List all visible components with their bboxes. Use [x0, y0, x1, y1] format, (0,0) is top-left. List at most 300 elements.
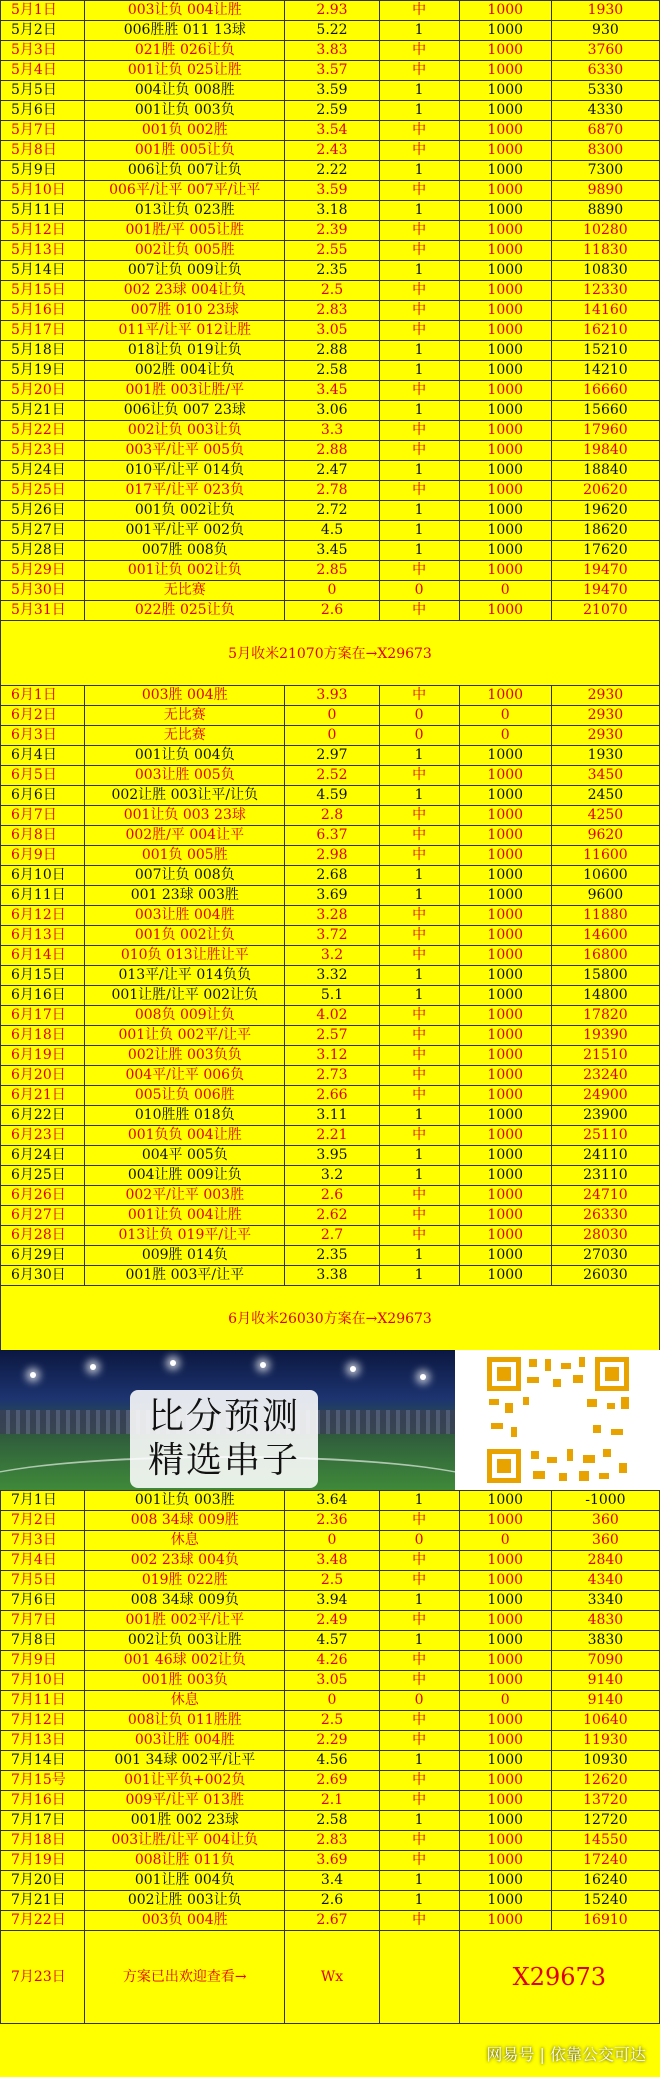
cell-stake: 1000: [459, 381, 551, 401]
cell-balance: 19470: [551, 581, 659, 601]
cell-stake: 1000: [459, 541, 551, 561]
cell-balance: 16910: [551, 1911, 659, 1931]
cell-stake: 1000: [459, 686, 551, 706]
cell-date: 6月25日: [1, 1166, 85, 1186]
cell-match: 001让负 004负: [85, 746, 285, 766]
cell-balance: 21510: [551, 1046, 659, 1066]
cell-date: 7月10日: [1, 1671, 85, 1691]
cell-result: 1: [379, 866, 459, 886]
cell-balance: 14600: [551, 926, 659, 946]
cell-balance: 23900: [551, 1106, 659, 1126]
cell-stake: 1000: [459, 61, 551, 81]
cell-balance: 15800: [551, 966, 659, 986]
cell-balance: 28030: [551, 1226, 659, 1246]
cell-match: 017平/让平 023负: [85, 481, 285, 501]
cell-stake: 1000: [459, 1911, 551, 1931]
cell-balance: 12330: [551, 281, 659, 301]
cell-odds: 2.88: [285, 441, 379, 461]
cell-odds: 2.39: [285, 221, 379, 241]
cell-odds: 2.43: [285, 141, 379, 161]
cell-stake: 1000: [459, 1, 551, 21]
cell-stake: 1000: [459, 1106, 551, 1126]
cell-stake: 1000: [459, 1046, 551, 1066]
cell-date: 6月27日: [1, 1206, 85, 1226]
cell-match: 003平/让平 005负: [85, 441, 285, 461]
cell-odds: 2.85: [285, 561, 379, 581]
cell-stake: 1000: [459, 301, 551, 321]
cell-balance: 5330: [551, 81, 659, 101]
cell-balance: 7300: [551, 161, 659, 181]
cell-date: 7月16日: [1, 1791, 85, 1811]
table-row: [1, 746, 660, 766]
cell-result: 中: [379, 686, 459, 706]
cell-result: 中: [379, 1671, 459, 1691]
cell-stake: 1000: [459, 1186, 551, 1206]
cell-balance: 21070: [551, 601, 659, 621]
cell-result: 中: [379, 1851, 459, 1871]
cell-match: 008负 009让负: [85, 1006, 285, 1026]
cell-balance: 17620: [551, 541, 659, 561]
table-row: [1, 301, 660, 321]
cell-odds: 2.7: [285, 1226, 379, 1246]
cell-result: 中: [379, 1771, 459, 1791]
cell-date: 5月7日: [1, 121, 85, 141]
cell-result: 1: [379, 401, 459, 421]
cell-date: 7月9日: [1, 1651, 85, 1671]
cell-result: 1: [379, 341, 459, 361]
cell-match: 001让负 002平/让平: [85, 1026, 285, 1046]
cell-result: 中: [379, 1731, 459, 1751]
cell-match: 001负 005胜: [85, 846, 285, 866]
cell-match: 007让负 008负: [85, 866, 285, 886]
cell-stake: 1000: [459, 1811, 551, 1831]
cell-balance: 19390: [551, 1026, 659, 1046]
table-row: [1, 1551, 660, 1571]
cell-odds: 2.35: [285, 261, 379, 281]
cell-result: 中: [379, 241, 459, 261]
cell-odds: 3.45: [285, 381, 379, 401]
cell-match: 001胜 002 23球: [85, 1811, 285, 1831]
table-row: [1, 1246, 660, 1266]
cell-result: 中: [379, 561, 459, 581]
cell-balance: 23110: [551, 1166, 659, 1186]
cell-match: 001让负 003胜: [85, 1491, 285, 1511]
cell-date: 5月13日: [1, 241, 85, 261]
cell-odds: 0: [285, 581, 379, 601]
cell-result: 中: [379, 301, 459, 321]
cell-match: 001负负 004让胜: [85, 1126, 285, 1146]
cell-balance: -1000: [551, 1491, 659, 1511]
cell-result: 中: [379, 281, 459, 301]
table-row: [1, 1631, 660, 1651]
cell-match: 009平/让平 013胜: [85, 1791, 285, 1811]
cell-match: 004让负 008胜: [85, 81, 285, 101]
table-row: [1, 1731, 660, 1751]
cell-match: 013平/让平 014负负: [85, 966, 285, 986]
cell-odds: 0: [285, 706, 379, 726]
cell-match: 001胜 003平/让平: [85, 1266, 285, 1286]
cell-odds: 4.02: [285, 1006, 379, 1026]
cell-result: 中: [379, 1511, 459, 1531]
table-row: [1, 826, 660, 846]
cell-stake: 1000: [459, 1831, 551, 1851]
cell-balance: 12720: [551, 1811, 659, 1831]
table-row: [1, 686, 660, 706]
table-row: [1, 1811, 660, 1831]
table-row: [1, 1751, 660, 1771]
cell-date: 6月24日: [1, 1146, 85, 1166]
cell-stake: 1000: [459, 986, 551, 1006]
cell-result: 中: [379, 441, 459, 461]
cell-match: 002 23球 004负: [85, 1551, 285, 1571]
cell-balance: 360: [551, 1531, 659, 1551]
cell-balance: 2930: [551, 686, 659, 706]
cell-stake: 1000: [459, 906, 551, 926]
table-row: [1, 401, 660, 421]
cell-result: 中: [379, 1066, 459, 1086]
cell-result: 1: [379, 1631, 459, 1651]
cell-balance: 6870: [551, 121, 659, 141]
table-row: [1, 481, 660, 501]
cell-result: 中: [379, 321, 459, 341]
cell-date: 6月1日: [1, 686, 85, 706]
cell-balance: 26030: [551, 1266, 659, 1286]
cell-match: 019胜 022胜: [85, 1571, 285, 1591]
cell-result: 1: [379, 201, 459, 221]
cell-match: 001让负 025让胜: [85, 61, 285, 81]
cell-match: 008 34球 009负: [85, 1591, 285, 1611]
table-row: [1, 341, 660, 361]
cell-stake: 1000: [459, 1671, 551, 1691]
table-row: [1, 846, 660, 866]
cell-balance: 11830: [551, 241, 659, 261]
table-row: [1, 261, 660, 281]
cell-result: 1: [379, 501, 459, 521]
cell-balance: 4830: [551, 1611, 659, 1631]
cell-match: 002胜 004让负: [85, 361, 285, 381]
cell-date: 7月19日: [1, 1851, 85, 1871]
cell-match: 006让负 007让负: [85, 161, 285, 181]
cell-result: 中: [379, 1046, 459, 1066]
cell-match: 004平/让平 006负: [85, 1066, 285, 1086]
cell-match: 001让负 003负: [85, 101, 285, 121]
cell-date: 6月30日: [1, 1266, 85, 1286]
cell-odds: 3.93: [285, 686, 379, 706]
cell-date: 6月12日: [1, 906, 85, 926]
cell-odds: 3.06: [285, 401, 379, 421]
cell-odds: 5.22: [285, 21, 379, 41]
cell-result: 1: [379, 1591, 459, 1611]
cell-odds: 3.57: [285, 61, 379, 81]
cell-balance: 9140: [551, 1671, 659, 1691]
cell-match: 休息: [85, 1691, 285, 1711]
cell-odds: 3.18: [285, 201, 379, 221]
promo-banner: [0, 1350, 660, 1490]
cell-date: 7月13日: [1, 1731, 85, 1751]
cell-result: 中: [379, 1831, 459, 1851]
cell-odds: 2.78: [285, 481, 379, 501]
cell-result: 1: [379, 986, 459, 1006]
cell-stake: 1000: [459, 141, 551, 161]
cell-stake: 1000: [459, 1026, 551, 1046]
cell-stake: 1000: [459, 766, 551, 786]
cell-odds: 4.5: [285, 521, 379, 541]
cell-result: 中: [379, 846, 459, 866]
cell-date: 7月1日: [1, 1491, 85, 1511]
cell-balance: 11600: [551, 846, 659, 866]
cell-date: 5月15日: [1, 281, 85, 301]
cell-match: 001 23球 003胜: [85, 886, 285, 906]
banner-title-line2: 精选串子: [147, 1440, 300, 1481]
cell-stake: 1000: [459, 521, 551, 541]
table-row: [1, 381, 660, 401]
cell-odds: 3.83: [285, 41, 379, 61]
cell-match: 018让负 019让负: [85, 341, 285, 361]
cell-balance: 9600: [551, 886, 659, 906]
cell-stake: 1000: [459, 1086, 551, 1106]
table-row: [1, 1206, 660, 1226]
cell-date: 5月12日: [1, 221, 85, 241]
cell-balance: 20620: [551, 481, 659, 501]
cell-result: 0: [379, 706, 459, 726]
may-table-body: [1, 1, 660, 621]
cell-result: 1: [379, 1246, 459, 1266]
table-row: [1, 361, 660, 381]
cell-stake: 1000: [459, 121, 551, 141]
cell-balance: 25110: [551, 1126, 659, 1146]
cell-stake: 1000: [459, 1266, 551, 1286]
cell-result: 中: [379, 1551, 459, 1571]
cell-stake: 1000: [459, 1246, 551, 1266]
cell-date: 5月20日: [1, 381, 85, 401]
cell-stake: 0: [459, 706, 551, 726]
cell-result: 中: [379, 946, 459, 966]
cell-stake: 1000: [459, 41, 551, 61]
cell-match: 003胜 004胜: [85, 686, 285, 706]
cell-odds: 6.37: [285, 826, 379, 846]
cell-result: 中: [379, 1006, 459, 1026]
cell-match: 001胜/平 005让胜: [85, 221, 285, 241]
may-table: [0, 0, 660, 621]
cell-stake: 1000: [459, 21, 551, 41]
table-row: [1, 1891, 660, 1911]
cell-result: 中: [379, 61, 459, 81]
cell-match: 001胜 003负: [85, 1671, 285, 1691]
cell-balance: 14550: [551, 1831, 659, 1851]
cell-stake: 1000: [459, 321, 551, 341]
cell-stake: 1000: [459, 866, 551, 886]
cell-date: 5月14日: [1, 261, 85, 281]
table-row: [1, 1851, 660, 1871]
cell-date: 5月27日: [1, 521, 85, 541]
cell-balance: 3830: [551, 1631, 659, 1651]
cell-balance: 12620: [551, 1771, 659, 1791]
cell-result: 中: [379, 141, 459, 161]
cell-balance: 10930: [551, 1751, 659, 1771]
table-row: [1, 1046, 660, 1066]
table-row: [1, 121, 660, 141]
cell-stake: 1000: [459, 1511, 551, 1531]
cell-date: 5月25日: [1, 481, 85, 501]
table-row: [1, 601, 660, 621]
cell-odds: 3.05: [285, 321, 379, 341]
cell-date: 6月23日: [1, 1126, 85, 1146]
cell-balance: 18620: [551, 521, 659, 541]
cell-result: 中: [379, 1571, 459, 1591]
cell-date: 7月20日: [1, 1871, 85, 1891]
cell-match: 002让负 003让负: [85, 421, 285, 441]
cell-stake: 1000: [459, 1771, 551, 1791]
cell-odds: 3.38: [285, 1266, 379, 1286]
cell-odds: 2.1: [285, 1791, 379, 1811]
cell-balance: 14210: [551, 361, 659, 381]
table-row: [1, 786, 660, 806]
table-row: [1, 1106, 660, 1126]
cell-balance: 11930: [551, 1731, 659, 1751]
cell-date: 5月28日: [1, 541, 85, 561]
cell-balance: 24710: [551, 1186, 659, 1206]
table-row: [1, 521, 660, 541]
cell-result: 中: [379, 181, 459, 201]
cell-stake: 1000: [459, 1611, 551, 1631]
cell-date: 6月6日: [1, 786, 85, 806]
cell-odds: 3.59: [285, 181, 379, 201]
cell-match: 002胜/平 004让平: [85, 826, 285, 846]
cell-balance: 10600: [551, 866, 659, 886]
table-row: [1, 21, 660, 41]
cell-balance: 19840: [551, 441, 659, 461]
cell-date: 6月2日: [1, 706, 85, 726]
cell-result: 中: [379, 906, 459, 926]
cell-match: 001胜 003让胜/平: [85, 381, 285, 401]
last-row-code: X29673: [459, 1931, 659, 2024]
cell-odds: 2.83: [285, 1831, 379, 1851]
table-row: [1, 281, 660, 301]
cell-date: 7月17日: [1, 1811, 85, 1831]
cell-balance: 15660: [551, 401, 659, 421]
cell-odds: 2.66: [285, 1086, 379, 1106]
cell-match: 003让胜 004胜: [85, 906, 285, 926]
cell-match: 011平/让平 012让胜: [85, 321, 285, 341]
cell-balance: 23240: [551, 1066, 659, 1086]
cell-stake: 1000: [459, 181, 551, 201]
table-row: [1, 1611, 660, 1631]
cell-result: 1: [379, 966, 459, 986]
cell-result: 0: [379, 1691, 459, 1711]
cell-balance: 8300: [551, 141, 659, 161]
cell-result: 1: [379, 1891, 459, 1911]
cell-date: 7月7日: [1, 1611, 85, 1631]
cell-stake: 1000: [459, 1126, 551, 1146]
cell-match: 003让胜 005负: [85, 766, 285, 786]
cell-date: 5月26日: [1, 501, 85, 521]
cell-balance: 19620: [551, 501, 659, 521]
cell-stake: 0: [459, 581, 551, 601]
cell-match: 010胜胜 018负: [85, 1106, 285, 1126]
cell-stake: 1000: [459, 806, 551, 826]
cell-stake: 1000: [459, 1551, 551, 1571]
cell-match: 002 23球 004让负: [85, 281, 285, 301]
cell-match: 002平/让平 003胜: [85, 1186, 285, 1206]
cell-match: 008让胜 011负: [85, 1851, 285, 1871]
table-row: [1, 41, 660, 61]
table-row: [1, 1711, 660, 1731]
cell-date: 5月9日: [1, 161, 85, 181]
cell-balance: 2930: [551, 726, 659, 746]
cell-stake: 0: [459, 726, 551, 746]
cell-balance: 4250: [551, 806, 659, 826]
cell-balance: 26330: [551, 1206, 659, 1226]
cell-balance: 3340: [551, 1591, 659, 1611]
cell-odds: 4.56: [285, 1751, 379, 1771]
cell-date: 7月6日: [1, 1591, 85, 1611]
cell-match: 007胜 008负: [85, 541, 285, 561]
table-row: [1, 221, 660, 241]
table-row: [1, 1591, 660, 1611]
table-row: [1, 181, 660, 201]
cell-odds: 2.8: [285, 806, 379, 826]
table-row: [1, 421, 660, 441]
cell-odds: 2.52: [285, 766, 379, 786]
table-row: [1, 766, 660, 786]
cell-stake: 1000: [459, 786, 551, 806]
cell-odds: 3.2: [285, 946, 379, 966]
cell-match: 003让负 004让胜: [85, 1, 285, 21]
cell-odds: 3.4: [285, 1871, 379, 1891]
table-row: [1, 946, 660, 966]
cell-result: 中: [379, 766, 459, 786]
cell-odds: 2.5: [285, 1571, 379, 1591]
cell-match: 003让胜/让平 004让负: [85, 1831, 285, 1851]
cell-stake: 1000: [459, 601, 551, 621]
cell-result: 0: [379, 581, 459, 601]
cell-stake: 1000: [459, 1891, 551, 1911]
table-row: [1, 1911, 660, 1931]
cell-stake: 1000: [459, 886, 551, 906]
cell-date: 5月2日: [1, 21, 85, 41]
cell-match: 001让负 002让负: [85, 561, 285, 581]
cell-result: 1: [379, 81, 459, 101]
june-table-body: [1, 686, 660, 1286]
cell-match: 001让平负+002负: [85, 1771, 285, 1791]
table-row: [1, 461, 660, 481]
cell-date: 7月4日: [1, 1551, 85, 1571]
cell-date: 6月28日: [1, 1226, 85, 1246]
cell-odds: 2.58: [285, 361, 379, 381]
cell-stake: 0: [459, 1691, 551, 1711]
cell-stake: 1000: [459, 1571, 551, 1591]
cell-stake: 1000: [459, 1166, 551, 1186]
table-row: [1, 1831, 660, 1851]
cell-balance: 14160: [551, 301, 659, 321]
cell-match: 005让负 006胜: [85, 1086, 285, 1106]
cell-date: 7月5日: [1, 1571, 85, 1591]
cell-odds: 4.57: [285, 1631, 379, 1651]
cell-match: 001 34球 002平/让平: [85, 1751, 285, 1771]
cell-odds: 2.69: [285, 1771, 379, 1791]
cell-match: 无比赛: [85, 706, 285, 726]
cell-result: 1: [379, 746, 459, 766]
cell-date: 6月14日: [1, 946, 85, 966]
cell-match: 001平/让平 002负: [85, 521, 285, 541]
cell-match: 002让胜 003让负: [85, 1891, 285, 1911]
cell-stake: 1000: [459, 1206, 551, 1226]
cell-odds: 2.5: [285, 281, 379, 301]
watermark: 网易号 | 依靠公交可达: [486, 2045, 646, 2064]
cell-balance: 16210: [551, 321, 659, 341]
cell-date: 7月11日: [1, 1691, 85, 1711]
cell-balance: 10280: [551, 221, 659, 241]
